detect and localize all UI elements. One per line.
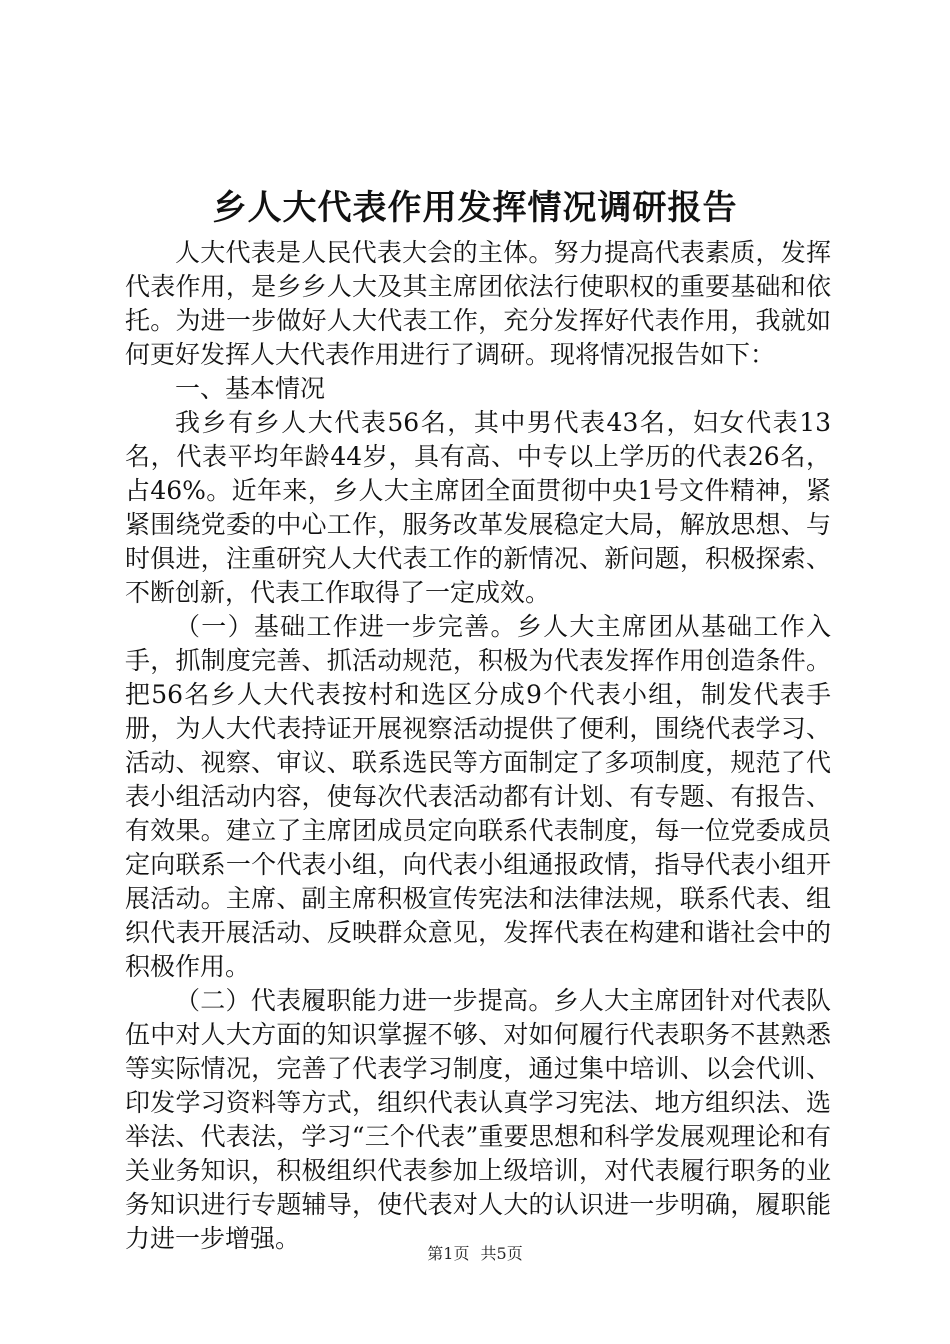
subsection-one-paragraph: （一）基础工作进一步完善。乡人大主席团从基础工作入手，抓制度完善、抓活动规范，积极为代表发挥作用创造条件。把56名乡人大代表按村和选区分成9个代表小组，制发代表手册，为人大代表持证开展视察活动提供了便利，围绕代表学习、活动、视察、审议、联系选民等方面制定了多项制度，规范了代表小组活动内容，使每次代表活动都有计划、有专题、有报告、有效果。建立了主席团成员定向联系代表制度，每一位党委成员定向联系一个代表小组，向代表小组通报政情，指导代表小组开展活动。主席、副主席积极宣传宪法和法律法规，联系代表、组织代表开展活动、反映群众意见，发挥代表在构建和谐社会中的积极作用。 (125, 612, 831, 981)
page-footer (0, 1244, 950, 1264)
intro-paragraph: 人大代表是人民代表大会的主体。努力提高代表素质，发挥代表作用，是乡乡人大及其主席团依法行使职权的重要基础和依托。为进一步做好人大代表工作，充分发挥好代表作用，我就如何更好发挥人大代表作用进行了调研。现将情况报告如下： (125, 238, 831, 369)
document-title: 乡人大代表作用发挥情况调研报告 (212, 188, 738, 228)
document-body (125, 236, 831, 1256)
section-heading: 一、基本情况 (175, 374, 326, 403)
subsection-two-paragraph: （二）代表履职能力进一步提高。乡人大主席团针对代表队伍中对人大方面的知识掌握不够、对如何履行代表职务不甚熟悉等实际情况，完善了代表学习制度，通过集中培训、以会代训、印发学习资料等方式，组织代表认真学习宪法、地方组织法、选举法、代表法，学习“三个代表”重要思想和科学发展观理论和有关业务知识，积极组织代表参加上级培训，对代表履行职务的业务知识进行专题辅导，使代表对人大的认识进一步明确，履职能力进一步增强。 (125, 986, 831, 1253)
page-number: 第1页 (427, 1244, 470, 1263)
basic-situation-paragraph: 我乡有乡人大代表56名，其中男代表43名，妇女代表13名，代表平均年龄44岁，具有高、中专以上学历的代表26名，占46%。近年来，乡人大主席团全面贯彻中央1号文件精神，紧紧围绕党委的中心工作，服务改革发展稳定大局，解放思想、与时俱进，注重研究人大代表工作的新情况、新问题，积极探索、不断创新，代表工作取得了一定成效。 (125, 408, 831, 607)
page-total: 共5页 (480, 1244, 523, 1263)
